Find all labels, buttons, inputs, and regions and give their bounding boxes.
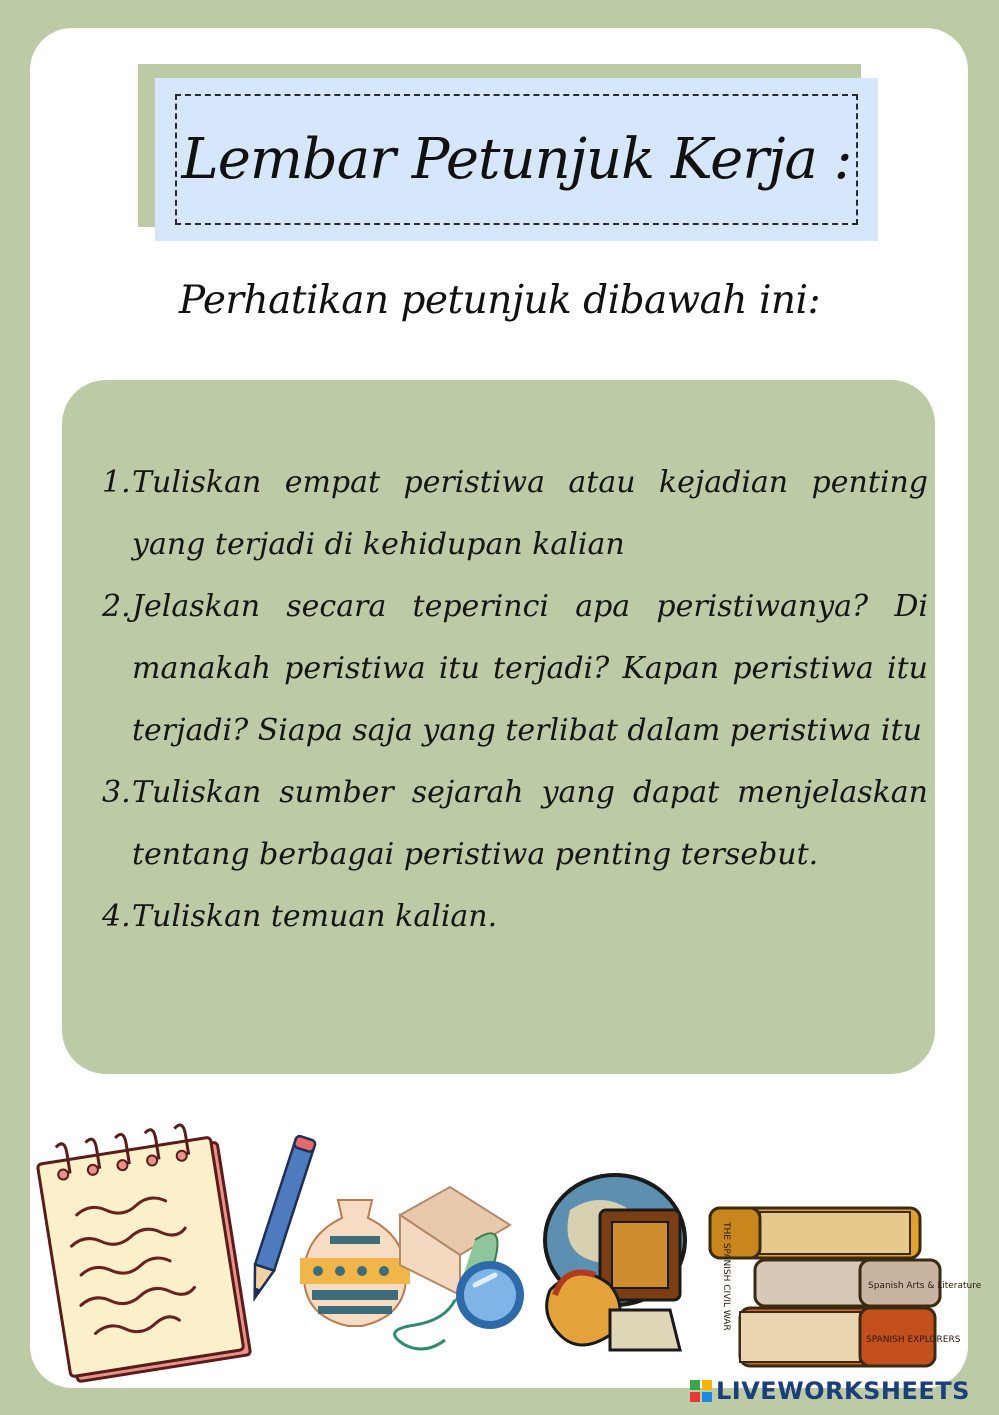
liveworksheets-watermark <box>690 1377 970 1405</box>
instruction-text: Tuliskan sumber sejarah yang dapat menjelaskan tentang berbagai peristiwa penting tersebut. <box>132 775 928 872</box>
subtitle: Perhatikan petunjuk dibawah ini: <box>178 278 821 323</box>
book-spine-2: Spanish Arts & Literature <box>868 1281 982 1291</box>
instruction-text: Tuliskan empat peristiwa atau kejadian penting yang terjadi di kehidupan kalian <box>132 465 928 562</box>
instructions-list <box>102 452 928 948</box>
instruction-number: 2. <box>102 589 131 624</box>
book-spine-1: THE SPANISH CIVIL WAR <box>721 1222 731 1331</box>
instruction-item <box>102 576 928 762</box>
magnifier-icon <box>445 1255 530 1340</box>
globe-history-icon <box>530 1170 700 1370</box>
book-spine-3: SPANISH EXPLORERS <box>866 1335 961 1345</box>
liveworksheets-logo-icon <box>690 1380 712 1402</box>
instruction-item <box>102 886 928 948</box>
instruction-number: 1. <box>102 465 131 500</box>
instruction-text: Jelaskan secara teperinci apa peristiwanya? Di manakah peristiwa itu terjadi? Kapan peristiwa itu terjadi? Siapa saja yang terlibat dalam peristiwa itu <box>132 589 928 748</box>
instruction-number: 4. <box>102 899 131 934</box>
notepad-icon <box>28 1115 258 1385</box>
title-box <box>155 78 878 241</box>
page-title: Lembar Petunjuk Kerja : <box>181 127 852 192</box>
watermark-text: LIVEWORKSHEETS <box>716 1377 970 1405</box>
instruction-text: Tuliskan temuan kalian. <box>132 899 498 934</box>
title-dashed-frame <box>175 94 858 225</box>
instruction-item <box>102 762 928 886</box>
instruction-item <box>102 452 928 576</box>
instruction-number: 3. <box>102 775 131 810</box>
books-stack-icon <box>700 1200 982 1375</box>
instructions-panel <box>62 380 935 1074</box>
